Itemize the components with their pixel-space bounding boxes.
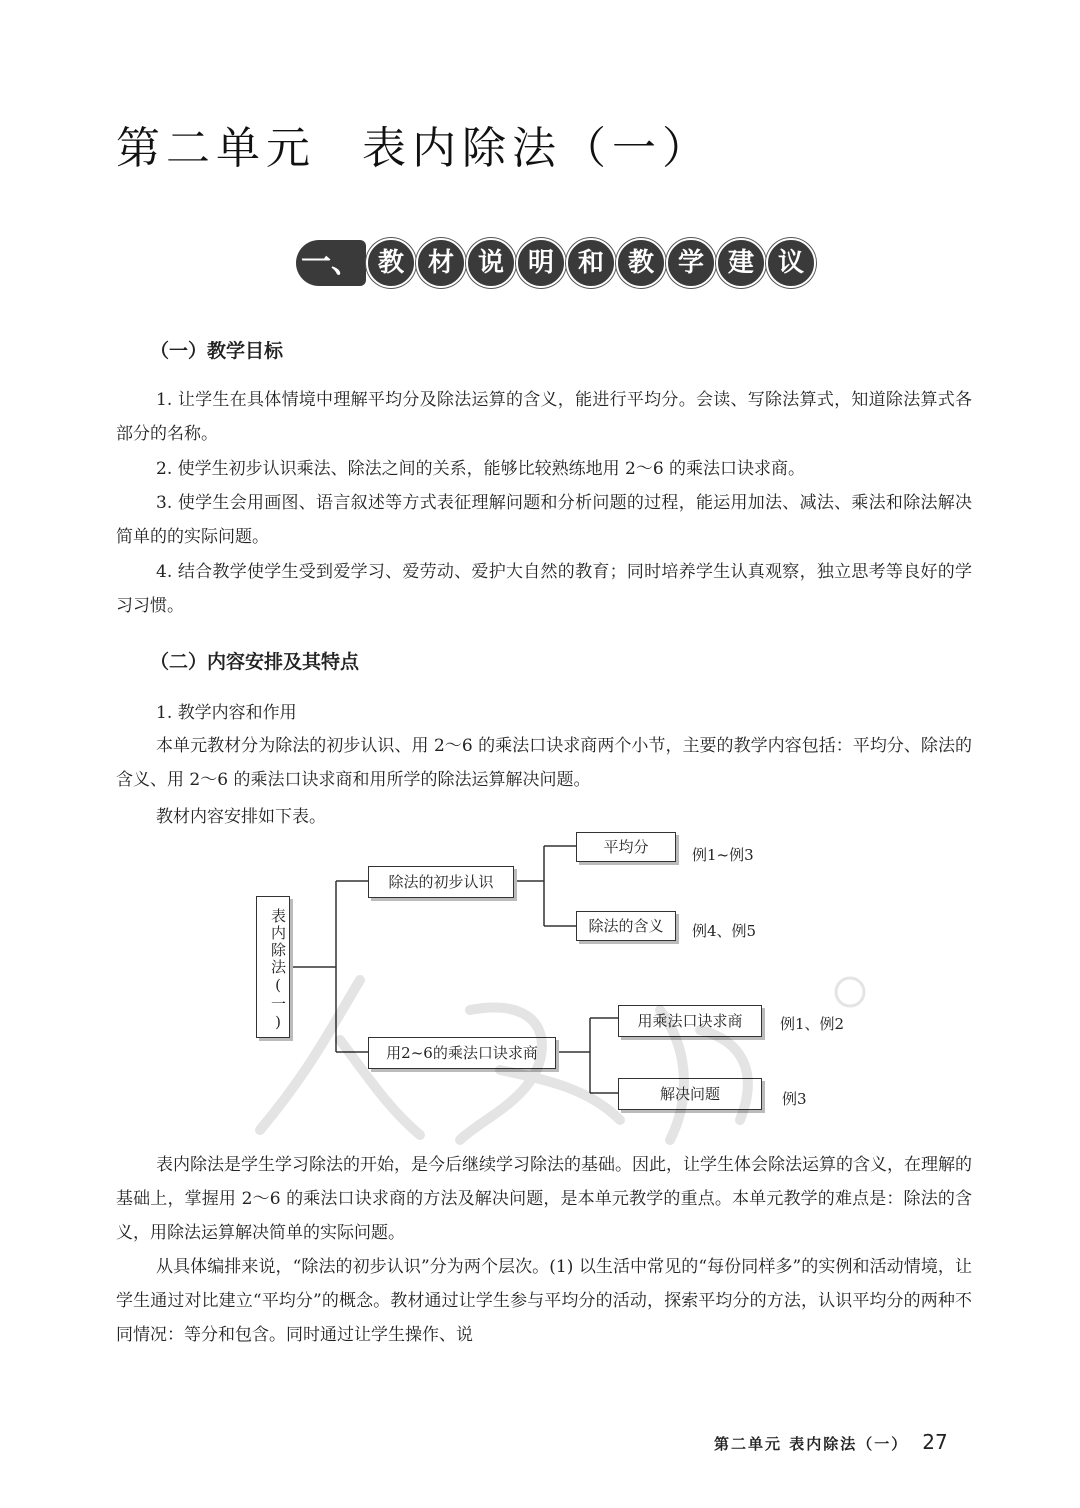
goal-item: 2. 使学生初步认识乘法、除法之间的关系，能够比较熟练地用 2～6 的乘法口诀求商。 — [156, 459, 806, 479]
banner-char: 说 — [466, 238, 516, 288]
goal-item: 4. 结合教学使学生受到爱学习、爱劳动、爱护大自然的教育；同时培养学生认真观察，独立思考等良好的学习习惯。 — [116, 562, 972, 616]
section-heading-goals: （一）教学目标 — [150, 340, 284, 362]
banner-char: 学 — [666, 238, 716, 288]
page-number: 27 — [922, 1430, 948, 1454]
diagram-root-box: 表内除法(一) — [256, 896, 290, 1038]
diagram-leaf-examples: 例3 — [782, 1090, 807, 1108]
diagram-leaf-box: 解决问题 — [618, 1078, 762, 1110]
diagram-leaf-examples: 例1~例3 — [692, 846, 754, 864]
diagram-branch-box: 除法的初步认识 — [368, 866, 514, 898]
content-structure-diagram — [250, 830, 870, 1130]
unit-title — [116, 112, 712, 176]
section-banner — [296, 238, 804, 290]
table-lead: 教材内容安排如下表。 — [156, 807, 326, 827]
unit-name: 表内除法（一） — [362, 123, 712, 174]
diagram-branch-box: 用2~6的乘法口诀求商 — [368, 1037, 556, 1069]
page-footer — [714, 1430, 948, 1454]
unit-label: 第二单元 — [116, 123, 316, 174]
section-heading-content: （二）内容安排及其特点 — [150, 651, 360, 673]
diagram-connectors — [250, 830, 870, 1130]
banner-char: 建 — [716, 238, 766, 288]
body-paragraph: 从具体编排来说，“除法的初步认识”分为两个层次。(1) 以生活中常见的“每份同样多”的实例和活动情境，让学生通过对比建立“平均分”的概念。教材通过让学生参与平均分的活动，探索平均分的方法，认识平均分的两种不同情况：等分和包含。同时通过让学生操作、说 — [116, 1257, 972, 1345]
diagram-leaf-box: 用乘法口诀求商 — [618, 1005, 762, 1037]
banner-circles — [366, 238, 816, 288]
banner-char: 材 — [416, 238, 466, 288]
body-paragraph: 表内除法是学生学习除法的开始，是今后继续学习除法的基础。因此，让学生体会除法运算的含义，在理解的基础上，掌握用 2～6 的乘法口诀求商的方法及解决问题，是本单元教学的重点。本单元教学的难点是：除法的含义，用除法运算解决简单的实际问题。 — [116, 1155, 972, 1243]
banner-char: 明 — [516, 238, 566, 288]
banner-prefix: 一、 — [296, 240, 366, 286]
subheading-content-role: 1. 教学内容和作用 — [156, 703, 297, 723]
diagram-leaf-examples: 例4、例5 — [692, 922, 757, 940]
banner-char: 议 — [766, 238, 816, 288]
banner-char: 教 — [616, 238, 666, 288]
intro-paragraph: 本单元教材分为除法的初步认识、用 2～6 的乘法口诀求商两个小节，主要的教学内容包括：平均分、除法的含义、用 2～6 的乘法口诀求商和用所学的除法运算解决问题。 — [116, 736, 972, 790]
banner-char: 和 — [566, 238, 616, 288]
banner-char: 教 — [366, 238, 416, 288]
diagram-leaf-box: 平均分 — [576, 832, 676, 862]
footer-title: 第二单元 表内除法（一） — [714, 1435, 909, 1453]
goal-item: 1. 让学生在具体情境中理解平均分及除法运算的含义，能进行平均分。会读、写除法算式，知道除法算式各部分的名称。 — [116, 390, 972, 444]
goal-item: 3. 使学生会用画图、语言叙述等方式表征理解问题和分析问题的过程，能运用加法、减法、乘法和除法解决简单的的实际问题。 — [116, 493, 972, 547]
diagram-leaf-box: 除法的含义 — [576, 911, 676, 941]
diagram-leaf-examples: 例1、例2 — [780, 1015, 845, 1033]
